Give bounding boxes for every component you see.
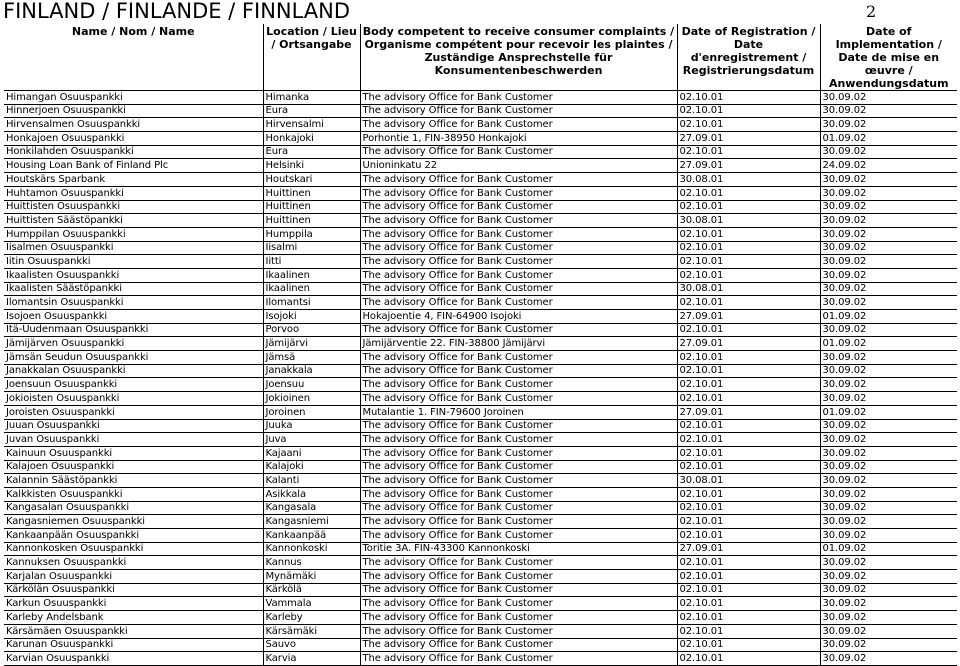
cell-name: Janakkalan Osuuspankki — [4, 364, 263, 378]
cell-registration-date: 02.10.01 — [677, 529, 820, 543]
cell-registration-date: 02.10.01 — [677, 652, 820, 666]
column-header-location: Location / Lieu / Ortsangabe — [263, 24, 360, 91]
cell-implementation-date: 30.09.02 — [820, 296, 957, 310]
table-row — [4, 624, 957, 638]
cell-registration-date: 02.10.01 — [677, 255, 820, 269]
cell-name: Joensuun Osuuspankki — [4, 378, 263, 392]
cell-body: Jämijärventie 22. FIN-38800 Jämijärvi — [360, 337, 677, 351]
cell-implementation-date: 01.09.02 — [820, 337, 957, 351]
cell-body: The advisory Office for Bank Customer — [360, 433, 677, 447]
cell-body: The advisory Office for Bank Customer — [360, 227, 677, 241]
cell-registration-date: 02.10.01 — [677, 118, 820, 132]
cell-registration-date: 27.09.01 — [677, 159, 820, 173]
cell-location: Houtskari — [263, 173, 360, 187]
table-row — [4, 214, 957, 228]
cell-name: Ilomantsin Osuuspankki — [4, 296, 263, 310]
cell-name: Jämsän Seudun Osuuspankki — [4, 351, 263, 365]
cell-name: Karleby Andelsbank — [4, 611, 263, 625]
cell-implementation-date: 30.09.02 — [820, 501, 957, 515]
table-row — [4, 282, 957, 296]
cell-location: Jämsä — [263, 351, 360, 365]
cell-implementation-date: 30.09.02 — [820, 474, 957, 488]
cell-body: The advisory Office for Bank Customer — [360, 255, 677, 269]
cell-location: Helsinki — [263, 159, 360, 173]
cell-location: Janakkala — [263, 364, 360, 378]
cell-body: Mutalantie 1. FIN-79600 Joroinen — [360, 405, 677, 419]
cell-body: The advisory Office for Bank Customer — [360, 351, 677, 365]
cell-implementation-date: 30.09.02 — [820, 364, 957, 378]
cell-body: The advisory Office for Bank Customer — [360, 570, 677, 584]
cell-location: Juuka — [263, 419, 360, 433]
cell-registration-date: 02.10.01 — [677, 91, 820, 105]
cell-registration-date: 02.10.01 — [677, 200, 820, 214]
table-row — [4, 487, 957, 501]
table-row — [4, 255, 957, 269]
cell-implementation-date: 30.09.02 — [820, 638, 957, 652]
cell-registration-date: 02.10.01 — [677, 227, 820, 241]
cell-implementation-date: 30.09.02 — [820, 241, 957, 255]
cell-registration-date: 02.10.01 — [677, 487, 820, 501]
cell-registration-date: 30.08.01 — [677, 173, 820, 187]
cell-location: Kannonkoski — [263, 542, 360, 556]
cell-location: Eura — [263, 145, 360, 159]
cell-registration-date: 02.10.01 — [677, 351, 820, 365]
cell-registration-date: 02.10.01 — [677, 556, 820, 570]
cell-registration-date: 02.10.01 — [677, 583, 820, 597]
cell-location: Iisalmi — [263, 241, 360, 255]
cell-location: Ikaalinen — [263, 282, 360, 296]
cell-name: Honkajoen Osuuspankki — [4, 132, 263, 146]
cell-body: The advisory Office for Bank Customer — [360, 91, 677, 105]
cell-name: Kalannin Säästöpankki — [4, 474, 263, 488]
cell-location: Kannus — [263, 556, 360, 570]
cell-name: Itä-Uudenmaan Osuuspankki — [4, 323, 263, 337]
cell-implementation-date: 30.09.02 — [820, 227, 957, 241]
cell-location: Kangasniemi — [263, 515, 360, 529]
cell-implementation-date: 30.09.02 — [820, 515, 957, 529]
cell-location: Huittinen — [263, 186, 360, 200]
cell-name: Karunan Osuuspankki — [4, 638, 263, 652]
cell-implementation-date: 30.09.02 — [820, 145, 957, 159]
cell-location: Himanka — [263, 91, 360, 105]
cell-location: Huittinen — [263, 214, 360, 228]
cell-location: Joroinen — [263, 405, 360, 419]
column-header-registration-date: Date of Registration / Date d'enregistrement / Registrierungsdatum — [677, 24, 820, 91]
table-row — [4, 227, 957, 241]
registry-table — [4, 24, 957, 666]
cell-body: The advisory Office for Bank Customer — [360, 364, 677, 378]
cell-registration-date: 02.10.01 — [677, 323, 820, 337]
cell-implementation-date: 30.09.02 — [820, 433, 957, 447]
cell-location: Iitti — [263, 255, 360, 269]
cell-location: Ikaalinen — [263, 268, 360, 282]
cell-body: The advisory Office for Bank Customer — [360, 529, 677, 543]
cell-body: The advisory Office for Bank Customer — [360, 624, 677, 638]
cell-name: Kainuun Osuuspankki — [4, 446, 263, 460]
cell-name: Karjalan Osuuspankki — [4, 570, 263, 584]
cell-implementation-date: 30.09.02 — [820, 583, 957, 597]
cell-location: Karvia — [263, 652, 360, 666]
table-row — [4, 323, 957, 337]
cell-registration-date: 27.09.01 — [677, 337, 820, 351]
cell-location: Kajaani — [263, 446, 360, 460]
cell-registration-date: 27.09.01 — [677, 132, 820, 146]
cell-name: Jokioisten Osuuspankki — [4, 392, 263, 406]
cell-location: Kankaanpää — [263, 529, 360, 543]
cell-location: Porvoo — [263, 323, 360, 337]
cell-location: Kalanti — [263, 474, 360, 488]
cell-name: Iisalmen Osuuspankki — [4, 241, 263, 255]
table-row — [4, 310, 957, 324]
cell-body: The advisory Office for Bank Customer — [360, 583, 677, 597]
cell-body: The advisory Office for Bank Customer — [360, 241, 677, 255]
cell-body: The advisory Office for Bank Customer — [360, 515, 677, 529]
table-row — [4, 241, 957, 255]
cell-body: The advisory Office for Bank Customer — [360, 392, 677, 406]
cell-registration-date: 02.10.01 — [677, 460, 820, 474]
table-row — [4, 570, 957, 584]
cell-location: Hirvensalmi — [263, 118, 360, 132]
cell-body: The advisory Office for Bank Customer — [360, 323, 677, 337]
cell-body: The advisory Office for Bank Customer — [360, 556, 677, 570]
table-row — [4, 173, 957, 187]
cell-name: Hinnerjoen Osuuspankki — [4, 104, 263, 118]
table-row — [4, 446, 957, 460]
table-row — [4, 200, 957, 214]
table-row — [4, 104, 957, 118]
table-row — [4, 91, 957, 105]
cell-location: Honkajoki — [263, 132, 360, 146]
cell-implementation-date: 30.09.02 — [820, 419, 957, 433]
cell-name: Kalkkisten Osuuspankki — [4, 487, 263, 501]
cell-location: Kangasala — [263, 501, 360, 515]
table-row — [4, 392, 957, 406]
cell-name: Humppilan Osuuspankki — [4, 227, 263, 241]
cell-body: The advisory Office for Bank Customer — [360, 296, 677, 310]
cell-implementation-date: 30.09.02 — [820, 611, 957, 625]
cell-location: Kärsämäki — [263, 624, 360, 638]
cell-registration-date: 02.10.01 — [677, 501, 820, 515]
cell-implementation-date: 30.09.02 — [820, 392, 957, 406]
table-row — [4, 351, 957, 365]
cell-body: The advisory Office for Bank Customer — [360, 378, 677, 392]
cell-body: The advisory Office for Bank Customer — [360, 186, 677, 200]
cell-registration-date: 02.10.01 — [677, 268, 820, 282]
cell-registration-date: 02.10.01 — [677, 433, 820, 447]
cell-implementation-date: 30.09.02 — [820, 282, 957, 296]
cell-body: The advisory Office for Bank Customer — [360, 214, 677, 228]
cell-body: The advisory Office for Bank Customer — [360, 611, 677, 625]
cell-implementation-date: 30.09.02 — [820, 173, 957, 187]
cell-location: Huittinen — [263, 200, 360, 214]
cell-location: Jämijärvi — [263, 337, 360, 351]
table-row — [4, 337, 957, 351]
table-row — [4, 542, 957, 556]
cell-name: Houtskärs Sparbank — [4, 173, 263, 187]
cell-implementation-date: 30.09.02 — [820, 91, 957, 105]
cell-name: Ikaalisten Osuuspankki — [4, 268, 263, 282]
cell-implementation-date: 30.09.02 — [820, 200, 957, 214]
cell-body: The advisory Office for Bank Customer — [360, 597, 677, 611]
cell-registration-date: 02.10.01 — [677, 104, 820, 118]
cell-registration-date: 02.10.01 — [677, 296, 820, 310]
cell-body: The advisory Office for Bank Customer — [360, 118, 677, 132]
cell-body: The advisory Office for Bank Customer — [360, 487, 677, 501]
table-row — [4, 364, 957, 378]
cell-registration-date: 02.10.01 — [677, 145, 820, 159]
cell-name: Hirvensalmen Osuuspankki — [4, 118, 263, 132]
table-row — [4, 419, 957, 433]
cell-implementation-date: 30.09.02 — [820, 255, 957, 269]
cell-name: Juuan Osuuspankki — [4, 419, 263, 433]
table-row — [4, 556, 957, 570]
cell-name: Karkun Osuuspankki — [4, 597, 263, 611]
cell-implementation-date: 30.09.02 — [820, 214, 957, 228]
cell-registration-date: 02.10.01 — [677, 624, 820, 638]
cell-implementation-date: 30.09.02 — [820, 556, 957, 570]
column-header-body: Body competent to receive consumer complaints / Organisme compétent pour recevoir les plaintes / Zuständige Ansprechstelle für Konsumentenbeschwerden — [360, 24, 677, 91]
cell-implementation-date: 30.09.02 — [820, 378, 957, 392]
cell-body: Unioninkatu 22 — [360, 159, 677, 173]
table-row — [4, 652, 957, 666]
cell-name: Huhtamon Osuuspankki — [4, 186, 263, 200]
cell-implementation-date: 24.09.02 — [820, 159, 957, 173]
table-row — [4, 611, 957, 625]
table-row — [4, 296, 957, 310]
table-row — [4, 583, 957, 597]
cell-registration-date: 30.08.01 — [677, 214, 820, 228]
cell-location: Isojoki — [263, 310, 360, 324]
cell-name: Ikaalisten Säästöpankki — [4, 282, 263, 296]
cell-registration-date: 30.08.01 — [677, 282, 820, 296]
cell-registration-date: 02.10.01 — [677, 419, 820, 433]
page-number: 2 — [866, 2, 877, 21]
cell-name: Himangan Osuuspankki — [4, 91, 263, 105]
cell-name: Huittisten Osuuspankki — [4, 200, 263, 214]
cell-name: Kangasalan Osuuspankki — [4, 501, 263, 515]
cell-registration-date: 02.10.01 — [677, 186, 820, 200]
table-body — [4, 91, 957, 666]
cell-name: Kalajoen Osuuspankki — [4, 460, 263, 474]
cell-implementation-date: 30.09.02 — [820, 487, 957, 501]
cell-body: The advisory Office for Bank Customer — [360, 419, 677, 433]
cell-implementation-date: 30.09.02 — [820, 104, 957, 118]
table-row — [4, 474, 957, 488]
cell-location: Mynämäki — [263, 570, 360, 584]
cell-body: The advisory Office for Bank Customer — [360, 446, 677, 460]
cell-implementation-date: 30.09.02 — [820, 186, 957, 200]
cell-location: Jokioinen — [263, 392, 360, 406]
cell-registration-date: 02.10.01 — [677, 638, 820, 652]
cell-registration-date: 02.10.01 — [677, 446, 820, 460]
cell-name: Kärkölän Osuuspankki — [4, 583, 263, 597]
cell-location: Juva — [263, 433, 360, 447]
cell-registration-date: 02.10.01 — [677, 392, 820, 406]
cell-body: The advisory Office for Bank Customer — [360, 282, 677, 296]
cell-name: Kannonkosken Osuuspankki — [4, 542, 263, 556]
cell-registration-date: 30.08.01 — [677, 474, 820, 488]
table-row — [4, 597, 957, 611]
table-row — [4, 159, 957, 173]
cell-registration-date: 02.10.01 — [677, 364, 820, 378]
cell-body: The advisory Office for Bank Customer — [360, 652, 677, 666]
cell-location: Vammala — [263, 597, 360, 611]
cell-body: The advisory Office for Bank Customer — [360, 104, 677, 118]
cell-registration-date: 02.10.01 — [677, 611, 820, 625]
cell-body: Porhontie 1, FIN-38950 Honkajoki — [360, 132, 677, 146]
table-row — [4, 378, 957, 392]
cell-name: Joroisten Osuuspankki — [4, 405, 263, 419]
cell-location: Ilomantsi — [263, 296, 360, 310]
cell-location: Kärkölä — [263, 583, 360, 597]
table-row — [4, 268, 957, 282]
cell-implementation-date: 30.09.02 — [820, 323, 957, 337]
cell-body: The advisory Office for Bank Customer — [360, 268, 677, 282]
cell-body: The advisory Office for Bank Customer — [360, 501, 677, 515]
cell-body: The advisory Office for Bank Customer — [360, 200, 677, 214]
cell-name: Kärsämäen Osuuspankki — [4, 624, 263, 638]
table-row — [4, 118, 957, 132]
cell-implementation-date: 30.09.02 — [820, 118, 957, 132]
column-header-name: Name / Nom / Name — [71, 25, 195, 38]
table-header-row — [4, 24, 957, 91]
cell-body: The advisory Office for Bank Customer — [360, 460, 677, 474]
cell-registration-date: 27.09.01 — [677, 310, 820, 324]
cell-location: Sauvo — [263, 638, 360, 652]
cell-implementation-date: 01.09.02 — [820, 542, 957, 556]
cell-registration-date: 27.09.01 — [677, 405, 820, 419]
table-row — [4, 132, 957, 146]
cell-implementation-date: 30.09.02 — [820, 460, 957, 474]
cell-name: Iitin Osuuspankki — [4, 255, 263, 269]
table-row — [4, 638, 957, 652]
cell-registration-date: 02.10.01 — [677, 570, 820, 584]
cell-implementation-date: 01.09.02 — [820, 132, 957, 146]
cell-name: Karvian Osuuspankki — [4, 652, 263, 666]
cell-body: The advisory Office for Bank Customer — [360, 474, 677, 488]
cell-name: Honkilahden Osuuspankki — [4, 145, 263, 159]
cell-implementation-date: 30.09.02 — [820, 597, 957, 611]
cell-location: Kalajoki — [263, 460, 360, 474]
cell-implementation-date: 30.09.02 — [820, 351, 957, 365]
table-row — [4, 405, 957, 419]
cell-implementation-date: 01.09.02 — [820, 405, 957, 419]
cell-registration-date: 02.10.01 — [677, 515, 820, 529]
column-header-implementation-date: Date of Implementation / Date de mise en œuvre / Anwendungsdatum — [820, 24, 957, 91]
page-title: FINLAND / FINLANDE / FINNLAND — [3, 0, 351, 23]
table-row — [4, 501, 957, 515]
cell-implementation-date: 30.09.02 — [820, 268, 957, 282]
cell-name: Isojoen Osuuspankki — [4, 310, 263, 324]
cell-name: Housing Loan Bank of Finland Plc — [4, 159, 263, 173]
cell-implementation-date: 30.09.02 — [820, 652, 957, 666]
cell-implementation-date: 01.09.02 — [820, 310, 957, 324]
cell-implementation-date: 30.09.02 — [820, 446, 957, 460]
cell-location: Joensuu — [263, 378, 360, 392]
table-row — [4, 529, 957, 543]
cell-body: The advisory Office for Bank Customer — [360, 173, 677, 187]
table-row — [4, 515, 957, 529]
cell-implementation-date: 30.09.02 — [820, 624, 957, 638]
table-row — [4, 433, 957, 447]
cell-implementation-date: 30.09.02 — [820, 570, 957, 584]
cell-location: Karleby — [263, 611, 360, 625]
cell-registration-date: 02.10.01 — [677, 241, 820, 255]
cell-registration-date: 02.10.01 — [677, 597, 820, 611]
cell-name: Juvan Osuuspankki — [4, 433, 263, 447]
cell-body: The advisory Office for Bank Customer — [360, 145, 677, 159]
cell-implementation-date: 30.09.02 — [820, 529, 957, 543]
cell-location: Humppila — [263, 227, 360, 241]
cell-body: Hokajoentie 4, FIN-64900 Isojoki — [360, 310, 677, 324]
cell-registration-date: 27.09.01 — [677, 542, 820, 556]
cell-name: Kankaanpään Osuuspankki — [4, 529, 263, 543]
table-row — [4, 145, 957, 159]
cell-name: Jämijärven Osuuspankki — [4, 337, 263, 351]
cell-location: Asikkala — [263, 487, 360, 501]
cell-body: The advisory Office for Bank Customer — [360, 638, 677, 652]
cell-registration-date: 02.10.01 — [677, 378, 820, 392]
cell-body: Toritie 3A. FIN-43300 Kannonkoski — [360, 542, 677, 556]
cell-name: Huittisten Säästöpankki — [4, 214, 263, 228]
table-row — [4, 460, 957, 474]
cell-name: Kangasniemen Osuuspankki — [4, 515, 263, 529]
table-row — [4, 186, 957, 200]
cell-location: Eura — [263, 104, 360, 118]
cell-name: Kannuksen Osuuspankki — [4, 556, 263, 570]
